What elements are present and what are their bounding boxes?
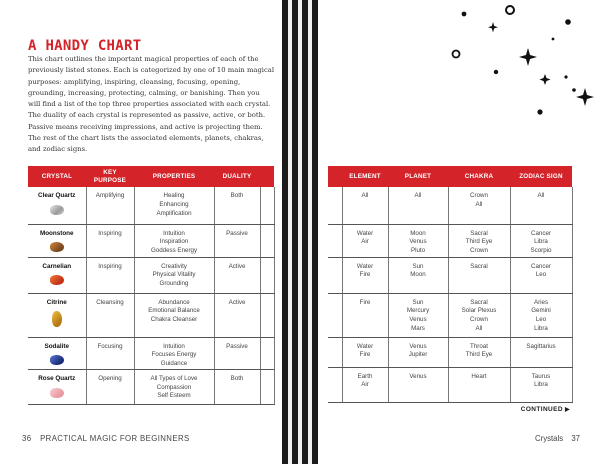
table-row bbox=[328, 293, 572, 337]
purpose-cell bbox=[86, 187, 134, 224]
table-row bbox=[328, 337, 572, 367]
chakra-cell bbox=[448, 367, 510, 402]
crystal-cell bbox=[28, 293, 86, 337]
zodiac-cell-text: Sagittarius bbox=[526, 342, 556, 350]
crystal-cell bbox=[28, 224, 86, 257]
element-cell bbox=[342, 187, 388, 224]
purpose-cell bbox=[86, 369, 134, 404]
duality-cell bbox=[214, 337, 260, 369]
purpose-cell bbox=[86, 293, 134, 337]
zodiac-cell bbox=[510, 337, 572, 367]
blank-cell bbox=[328, 187, 342, 224]
header-element: ELEMENT bbox=[342, 166, 388, 187]
zodiac-cell-text: All bbox=[537, 192, 545, 199]
duality-cell-text: Both bbox=[230, 192, 244, 199]
element-cell bbox=[342, 257, 388, 293]
chakra-cell bbox=[448, 224, 510, 257]
blank-cell bbox=[260, 337, 274, 369]
blank-cell bbox=[328, 224, 342, 257]
zodiac-cell-text: Cancer Libra Scorpio bbox=[530, 229, 552, 255]
crystal-name: Citrine bbox=[46, 298, 67, 306]
footer-right bbox=[535, 434, 580, 443]
chakra-cell-text: Sacral Third Eye Crown bbox=[465, 229, 493, 255]
header-properties: PROPERTIES bbox=[134, 166, 214, 187]
page-title: A HANDY CHART bbox=[28, 38, 142, 54]
header-blank bbox=[260, 166, 274, 187]
footer-left bbox=[22, 434, 190, 443]
properties-cell-text: Intuition Inspiration Goddess Energy bbox=[150, 229, 198, 255]
planet-cell bbox=[388, 187, 448, 224]
properties-cell-text: Creativity Physical Vitality Grounding bbox=[152, 262, 196, 288]
duality-cell-text: Passive bbox=[226, 342, 248, 350]
properties-cell bbox=[134, 224, 214, 257]
blank-cell bbox=[328, 293, 342, 337]
purpose-cell-text: Inspiring bbox=[98, 229, 122, 237]
crystal-name: Sodalite bbox=[44, 342, 69, 350]
element-cell-text: Earth Air bbox=[357, 372, 373, 389]
blank-cell bbox=[260, 257, 274, 293]
chakra-cell bbox=[448, 337, 510, 367]
planet-cell bbox=[388, 224, 448, 257]
element-cell bbox=[342, 367, 388, 402]
table-row bbox=[28, 224, 274, 257]
blank-cell bbox=[260, 293, 274, 337]
properties-cell-text: Healing Enhancing Amplification bbox=[156, 192, 192, 217]
chakra-cell bbox=[448, 257, 510, 293]
running-title: PRACTICAL MAGIC FOR BEGINNERS bbox=[40, 434, 190, 443]
purpose-cell-text: Inspiring bbox=[98, 262, 122, 270]
intro-paragraph: This chart outlines the important magical properties of each of the previously listed stones. Each is categorized by one of 10 main magical purposes: amplifying, inspiring, cleansing, focusing, opening, grounding, increasing, protecting, calming, or banishing. Then you will find a list of the top three properties associated with each crystal. The duality of each crystal is represented as passive, active, or both. Passive means receiving impressions, and active is projecting them. The rest of the chart lists the associated elements, planets, chakras, and zodiac signs. bbox=[28, 55, 275, 154]
page-number: 37 bbox=[571, 434, 580, 443]
header-crystal: CRYSTAL bbox=[28, 166, 86, 187]
table-row bbox=[328, 187, 572, 224]
blank-cell bbox=[260, 369, 274, 404]
blank-cell bbox=[328, 367, 342, 402]
header-planet: PLANET bbox=[388, 166, 448, 187]
crystal-chart-right bbox=[328, 166, 573, 403]
crystal-cell bbox=[28, 369, 86, 404]
crystal-chart-left bbox=[28, 166, 275, 405]
chakra-cell-text: Sacral Solar Plexus Crown All bbox=[461, 298, 497, 332]
chakra-cell-text: Throat Third Eye bbox=[465, 342, 493, 359]
crystal-name: Clear Quartz bbox=[38, 192, 76, 199]
element-cell-text: All bbox=[361, 192, 369, 199]
duality-cell bbox=[214, 257, 260, 293]
purpose-cell bbox=[86, 257, 134, 293]
zodiac-cell bbox=[510, 187, 572, 224]
zodiac-cell bbox=[510, 257, 572, 293]
blank-cell bbox=[260, 187, 274, 224]
blank-cell bbox=[328, 337, 342, 367]
left-page bbox=[0, 0, 282, 464]
zodiac-cell-text: Cancer Leo bbox=[531, 262, 551, 279]
crystal-image bbox=[52, 311, 62, 327]
running-title: Crystals bbox=[534, 434, 564, 443]
properties-cell-text: Intuition Focuses Energy Guidance bbox=[151, 342, 197, 368]
crystal-name: Rose Quartz bbox=[38, 374, 76, 382]
crystal-cell bbox=[28, 337, 86, 369]
duality-cell bbox=[214, 293, 260, 337]
planet-cell-text: Sun Moon bbox=[410, 262, 426, 279]
purpose-cell-text: Amplifying bbox=[95, 192, 125, 199]
duality-cell bbox=[214, 187, 260, 224]
element-cell-text: Water Air bbox=[356, 229, 374, 246]
blank-cell bbox=[328, 257, 342, 293]
element-cell bbox=[342, 337, 388, 367]
planet-cell bbox=[388, 257, 448, 293]
header-blank bbox=[328, 166, 342, 187]
blank-cell bbox=[260, 224, 274, 257]
crystal-image bbox=[50, 355, 64, 365]
element-cell bbox=[342, 293, 388, 337]
planet-cell-text: Venus Jupiter bbox=[408, 342, 428, 359]
crystal-image bbox=[50, 242, 64, 252]
duality-cell bbox=[214, 369, 260, 404]
table-row bbox=[28, 293, 274, 337]
duality-cell-text: Active bbox=[228, 298, 246, 306]
table-row bbox=[28, 187, 274, 224]
continued-label: CONTINUED ▶ bbox=[520, 406, 570, 413]
chakra-cell-text: Crown All bbox=[470, 192, 488, 208]
chakra-cell-text: Sacral bbox=[470, 262, 488, 270]
zodiac-cell bbox=[510, 224, 572, 257]
table-row bbox=[28, 369, 274, 404]
duality-cell-text: Both bbox=[230, 374, 244, 382]
element-cell-text: Water Fire bbox=[356, 342, 374, 359]
crystal-cell bbox=[28, 187, 86, 224]
element-cell-text: Fire bbox=[359, 298, 371, 306]
properties-cell bbox=[134, 337, 214, 369]
properties-cell bbox=[134, 257, 214, 293]
table-row bbox=[328, 257, 572, 293]
purpose-cell-text: Cleansing bbox=[96, 298, 124, 306]
triangle-right-icon: ▶ bbox=[564, 407, 570, 413]
chakra-cell bbox=[448, 187, 510, 224]
crystal-name: Carnelian bbox=[42, 262, 72, 270]
purpose-cell-text: Opening bbox=[98, 374, 122, 382]
chakra-cell bbox=[448, 293, 510, 337]
properties-cell bbox=[134, 369, 214, 404]
crystal-image bbox=[50, 275, 64, 285]
planet-cell bbox=[388, 293, 448, 337]
element-cell bbox=[342, 224, 388, 257]
duality-cell-text: Passive bbox=[226, 229, 248, 237]
planet-cell bbox=[388, 367, 448, 402]
crystal-name: Moonstone bbox=[39, 229, 74, 237]
zodiac-cell-text: Taurus Libra bbox=[531, 372, 551, 389]
zodiac-cell-text: Aries Gemini Leo Libra bbox=[531, 298, 551, 332]
crystal-image bbox=[50, 388, 64, 398]
properties-cell-text: Abundance Emotional Balance Chakra Cleanser bbox=[148, 298, 200, 324]
table-row bbox=[28, 337, 274, 369]
planet-cell-text: Moon Venus Pluto bbox=[409, 229, 427, 255]
element-cell-text: Water Fire bbox=[356, 262, 374, 279]
table-row bbox=[28, 257, 274, 293]
chakra-cell-text: Heart bbox=[471, 372, 487, 380]
purpose-cell bbox=[86, 337, 134, 369]
crystal-cell bbox=[28, 257, 86, 293]
crystal-image bbox=[50, 205, 64, 215]
properties-cell-text: All Types of Love Compassion Self Esteem bbox=[150, 374, 198, 400]
purpose-cell bbox=[86, 224, 134, 257]
page-number: 36 bbox=[22, 434, 32, 443]
header-chakra: CHAKRA bbox=[448, 166, 510, 187]
planet-cell-text: Venus bbox=[409, 372, 427, 380]
book-spine bbox=[282, 0, 318, 464]
header-zodiac-sign: ZODIAC SIGN bbox=[510, 166, 572, 187]
zodiac-cell bbox=[510, 293, 572, 337]
duality-cell bbox=[214, 224, 260, 257]
purpose-cell-text: Focusing bbox=[97, 342, 123, 350]
properties-cell bbox=[134, 293, 214, 337]
duality-cell-text: Active bbox=[228, 262, 246, 270]
table-row bbox=[328, 224, 572, 257]
planet-cell-text: All bbox=[414, 192, 422, 199]
properties-cell bbox=[134, 187, 214, 224]
zodiac-cell bbox=[510, 367, 572, 402]
header-key-purpose: KEY PURPOSE bbox=[86, 166, 134, 187]
table-row bbox=[328, 367, 572, 402]
header-duality: DUALITY bbox=[214, 166, 260, 187]
planet-cell bbox=[388, 337, 448, 367]
planet-cell-text: Sun Mercury Venus Mars bbox=[406, 298, 430, 332]
